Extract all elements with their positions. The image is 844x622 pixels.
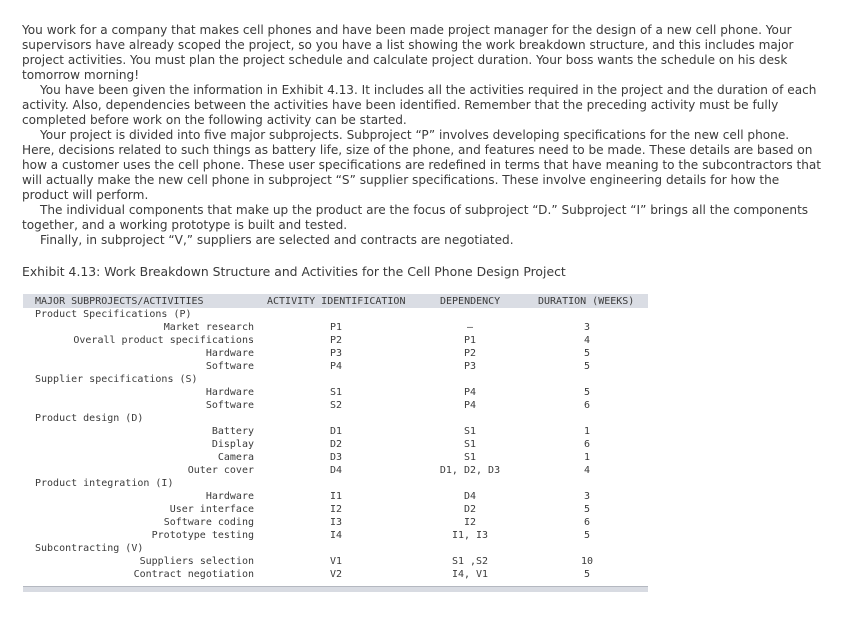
row-subproject: Subcontracting (V) bbox=[35, 543, 144, 554]
row-activity-id: P3 bbox=[330, 348, 343, 359]
row-activity-id: D3 bbox=[330, 452, 343, 463]
row-activity: User interface bbox=[169, 504, 254, 515]
row-duration: 5 bbox=[583, 530, 591, 541]
row-dependency: S1 bbox=[463, 452, 477, 463]
paragraph-exhibit-info: You have been given the information in Exhibit 4.13. It includes all the activities required in the project and the duration of each activity. Also, dependencies between the activities have been identified. Remember that the preceding activity must be fully completed before work on the following activity can be started. bbox=[22, 83, 817, 127]
row-duration: 10 bbox=[580, 556, 594, 567]
row-dependency: P1 bbox=[463, 335, 477, 346]
row-dependency: S1 bbox=[463, 439, 477, 450]
row-dependency: I2 bbox=[463, 517, 477, 528]
table-row bbox=[23, 425, 648, 438]
table-row bbox=[23, 321, 648, 334]
row-dependency: P3 bbox=[463, 361, 477, 372]
row-activity-id: P4 bbox=[330, 361, 343, 372]
table-row bbox=[23, 464, 648, 477]
paragraph-components: The individual components that make up the product are the focus of subproject “D.” Subproject “I” brings all the components together, and a working prototype is built and tested. bbox=[22, 203, 809, 232]
row-duration: 5 bbox=[583, 569, 591, 580]
table-header bbox=[23, 294, 648, 308]
table-row bbox=[23, 412, 648, 425]
row-activity-id: D2 bbox=[330, 439, 343, 450]
paragraph-intro: You work for a company that makes cell phones and have been made project manager for the design of a new cell phone. Your supervisors have already scoped the project, so you have a list showing the work breakdown structure, and this includes major project activities. You must plan the project schedule and calculate project duration. Your boss wants the schedule on his desk tomorrow morning! bbox=[22, 23, 794, 82]
table-row bbox=[23, 373, 648, 386]
row-activity: Hardware bbox=[205, 491, 254, 502]
row-dependency: I4, V1 bbox=[451, 569, 489, 580]
row-duration: 6 bbox=[583, 517, 591, 528]
row-activity: Contract negotiation bbox=[133, 569, 254, 580]
row-dependency: P4 bbox=[463, 400, 477, 411]
wbs-table bbox=[23, 294, 648, 593]
row-activity: Camera bbox=[217, 452, 254, 463]
table-bottom-rule bbox=[23, 586, 648, 592]
row-activity: Hardware bbox=[205, 387, 254, 398]
row-activity: Market research bbox=[163, 322, 254, 333]
row-duration: 3 bbox=[583, 322, 591, 333]
row-subproject: Product Specifications (P) bbox=[35, 309, 192, 320]
table-row bbox=[23, 568, 648, 581]
table-row bbox=[23, 334, 648, 347]
row-activity-id: D1 bbox=[330, 426, 343, 437]
row-activity: Software bbox=[205, 361, 254, 372]
row-duration: 4 bbox=[583, 465, 591, 476]
table-row bbox=[23, 516, 648, 529]
row-dependency: S1 ,S2 bbox=[451, 556, 489, 567]
row-activity: Hardware bbox=[205, 348, 254, 359]
table-row bbox=[23, 451, 648, 464]
row-subproject: Product design (D) bbox=[35, 413, 144, 424]
table-row bbox=[23, 490, 648, 503]
row-duration: 5 bbox=[583, 504, 591, 515]
table-row bbox=[23, 360, 648, 373]
row-dependency: I1, I3 bbox=[451, 530, 489, 541]
row-activity: Battery bbox=[211, 426, 254, 437]
paragraph-subprojects: Your project is divided into five major subprojects. Subproject “P” involves developing specifications for the new cell phone. Here, decisions related to such things as battery life, size of the phone, and features need to be made. These details are based on how a customer uses the cell phone. These user specifications are redefined in terms that have meaning to the subcontractors that will actually make the new cell phone in subproject “S” supplier specifications. These involve engineering details for how the product will perform. bbox=[22, 128, 822, 202]
header-activity-id: ACTIVITY IDENTIFICATION bbox=[267, 296, 406, 307]
row-duration: 6 bbox=[583, 439, 591, 450]
table-row bbox=[23, 386, 648, 399]
row-activity-id: P1 bbox=[330, 322, 343, 333]
row-dependency: D1, D2, D3 bbox=[439, 465, 501, 476]
exhibit-caption: Exhibit 4.13: Work Breakdown Structure and Activities for the Cell Phone Design Project bbox=[22, 264, 566, 279]
row-dependency: S1 bbox=[463, 426, 477, 437]
row-dependency: P4 bbox=[463, 387, 477, 398]
row-subproject: Supplier specifications (S) bbox=[35, 374, 198, 385]
row-activity-id: V2 bbox=[330, 569, 343, 580]
table-row bbox=[23, 308, 648, 321]
row-activity: Overall product specifications bbox=[73, 335, 254, 346]
table-row bbox=[23, 438, 648, 451]
row-duration: 5 bbox=[583, 361, 591, 372]
row-dependency: D2 bbox=[463, 504, 477, 515]
row-activity-id: S1 bbox=[330, 387, 343, 398]
table-row bbox=[23, 399, 648, 412]
row-dependency: D4 bbox=[463, 491, 477, 502]
row-activity: Outer cover bbox=[187, 465, 254, 476]
case-description bbox=[22, 23, 822, 248]
row-activity-id: D4 bbox=[330, 465, 343, 476]
row-activity: Display bbox=[211, 439, 254, 450]
row-activity: Software coding bbox=[163, 517, 254, 528]
table-row bbox=[23, 555, 648, 568]
row-dependency: – bbox=[466, 322, 474, 333]
row-activity-id: V1 bbox=[330, 556, 343, 567]
table-row bbox=[23, 542, 648, 555]
row-activity: Prototype testing bbox=[151, 530, 254, 541]
row-activity-id: I4 bbox=[330, 530, 343, 541]
row-activity-id: S2 bbox=[330, 400, 343, 411]
row-activity-id: I2 bbox=[330, 504, 343, 515]
table-row bbox=[23, 529, 648, 542]
row-activity-id: I1 bbox=[330, 491, 343, 502]
row-dependency: P2 bbox=[463, 348, 477, 359]
table-row bbox=[23, 503, 648, 516]
header-subprojects: MAJOR SUBPROJECTS/ACTIVITIES bbox=[35, 296, 204, 307]
row-activity-id: I3 bbox=[330, 517, 343, 528]
header-dependency: DEPENDENCY bbox=[440, 296, 501, 307]
row-activity-id: P2 bbox=[330, 335, 343, 346]
table-row bbox=[23, 477, 648, 490]
row-duration: 5 bbox=[583, 348, 591, 359]
paragraph-subcontracting: Finally, in subproject “V,” suppliers are selected and contracts are negotiated. bbox=[40, 233, 514, 247]
header-duration: DURATION (WEEKS) bbox=[538, 296, 635, 307]
row-duration: 5 bbox=[583, 387, 591, 398]
row-activity: Software bbox=[205, 400, 254, 411]
row-duration: 4 bbox=[583, 335, 591, 346]
row-subproject: Product integration (I) bbox=[35, 478, 174, 489]
row-duration: 1 bbox=[583, 426, 591, 437]
row-duration: 3 bbox=[583, 491, 591, 502]
row-activity: Suppliers selection bbox=[139, 556, 254, 567]
row-duration: 6 bbox=[583, 400, 591, 411]
row-duration: 1 bbox=[583, 452, 591, 463]
table-row bbox=[23, 347, 648, 360]
